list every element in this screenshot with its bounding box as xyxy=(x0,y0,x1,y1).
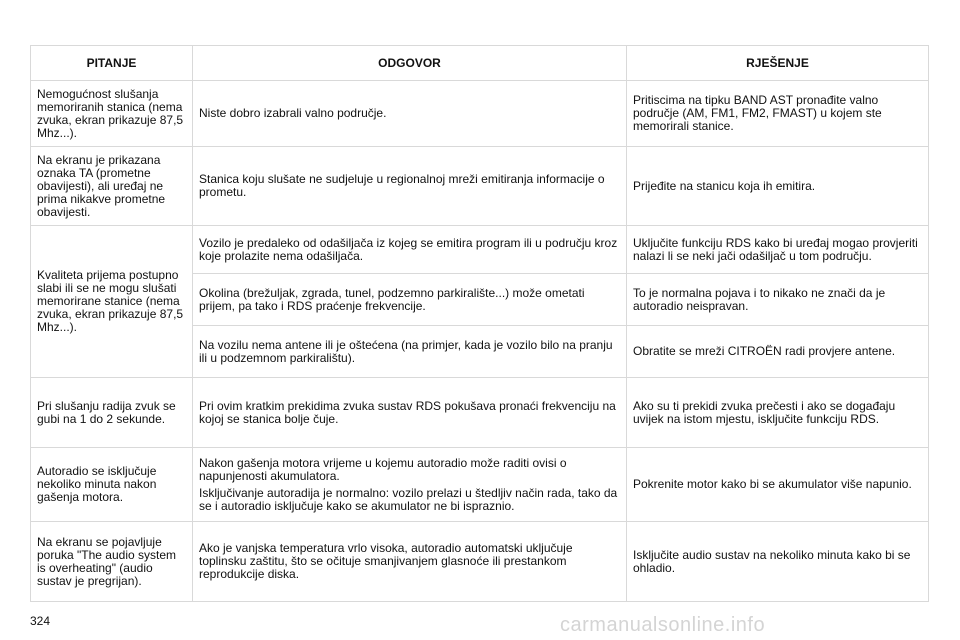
answer-cell: Okolina (brežuljak, zgrada, tunel, podzemno parkiralište...) može ometati prijem, pa tako i RDS praćenje frekvencije. xyxy=(193,274,627,326)
header-answer: ODGOVOR xyxy=(193,46,627,81)
question-cell: Na ekranu se pojavljuje poruka "The audio system is overheating" (audio sustav je pregrijan). xyxy=(31,522,193,602)
answer-cell: Stanica koju slušate ne sudjeluje u regionalnoj mreži emitiranja informacije o prometu. xyxy=(193,147,627,226)
answer-cell: Niste dobro izabrali valno područje. xyxy=(193,81,627,147)
question-cell: Na ekranu je prikazana oznaka TA (prometne obavijesti), ali uređaj ne prima nikakve prometne obavijesti. xyxy=(31,147,193,226)
solution-cell: Ako su ti prekidi zvuka prečesti i ako se događaju uvijek na istom mjestu, isključite funkciju RDS. xyxy=(627,378,929,448)
table-row xyxy=(31,522,929,602)
answer-paragraph: Nakon gašenja motora vrijeme u kojemu autoradio može raditi ovisi o napunjenosti akumulatora. xyxy=(199,455,567,483)
page-number: 324 xyxy=(30,614,51,628)
solution-cell: Uključite funkciju RDS kako bi uređaj mogao provjeriti nalazi li se neki jači odašiljač u tom području. xyxy=(627,226,929,274)
answer-cell: Pri ovim kratkim prekidima zvuka sustav RDS pokušava pronaći frekvenciju na kojoj se stanica bolje čuje. xyxy=(193,378,627,448)
table-row xyxy=(31,448,929,522)
watermark: carmanualsonline.info xyxy=(560,614,766,636)
table-row xyxy=(31,81,929,147)
solution-cell: Pritiscima na tipku BAND AST pronađite valno područje (AM, FM1, FM2, FMAST) u kojem ste memorirali stanice. xyxy=(627,81,929,147)
question-cell: Autoradio se isključuje nekoliko minuta nakon gašenja motora. xyxy=(31,448,193,522)
answer-paragraph: Isključivanje autoradija je normalno: vozilo prelazi u štedljiv način rada, tako da se i autoradio isključuje kako se akumulator ne bi ispraznio. xyxy=(199,485,618,513)
table-row xyxy=(31,147,929,226)
answer-cell xyxy=(193,448,627,522)
solution-cell: To je normalna pojava i to nikako ne znači da je autoradio neispravan. xyxy=(627,274,929,326)
header-row xyxy=(31,46,929,81)
solution-cell: Pokrenite motor kako bi se akumulator više napunio. xyxy=(627,448,929,522)
answer-cell: Ako je vanjska temperatura vrlo visoka, autoradio automatski uključuje toplinsku zaštitu, što se očituje smanjivanjem glasnoće ili prestankom reprodukcije diska. xyxy=(193,522,627,602)
troubleshooting-table xyxy=(30,45,929,602)
solution-cell: Obratite se mreži CITROËN radi provjere antene. xyxy=(627,326,929,378)
table-row xyxy=(31,226,929,274)
question-cell: Nemogućnost slušanja memoriranih stanica (nema zvuka, ekran prikazuje 87,5 Mhz...). xyxy=(31,81,193,147)
table-row xyxy=(31,378,929,448)
header-question: PITANJE xyxy=(31,46,193,81)
solution-cell: Prijeđite na stanicu koja ih emitira. xyxy=(627,147,929,226)
question-cell: Kvaliteta prijema postupno slabi ili se ne mogu slušati memorirane stanice (nema zvuka, ekran prikazuje 87,5 Mhz...). xyxy=(31,226,193,378)
answer-cell: Vozilo je predaleko od odašiljača iz kojeg se emitira program ili u području kroz koje prolazite nema odašiljača. xyxy=(193,226,627,274)
answer-cell: Na vozilu nema antene ili je oštećena (na primjer, kada je vozilo bilo na pranju ili u podzemnom parkiralištu). xyxy=(193,326,627,378)
solution-cell: Isključite audio sustav na nekoliko minuta kako bi se ohladio. xyxy=(627,522,929,602)
header-solution: RJEŠENJE xyxy=(627,46,929,81)
question-cell: Pri slušanju radija zvuk se gubi na 1 do 2 sekunde. xyxy=(31,378,193,448)
